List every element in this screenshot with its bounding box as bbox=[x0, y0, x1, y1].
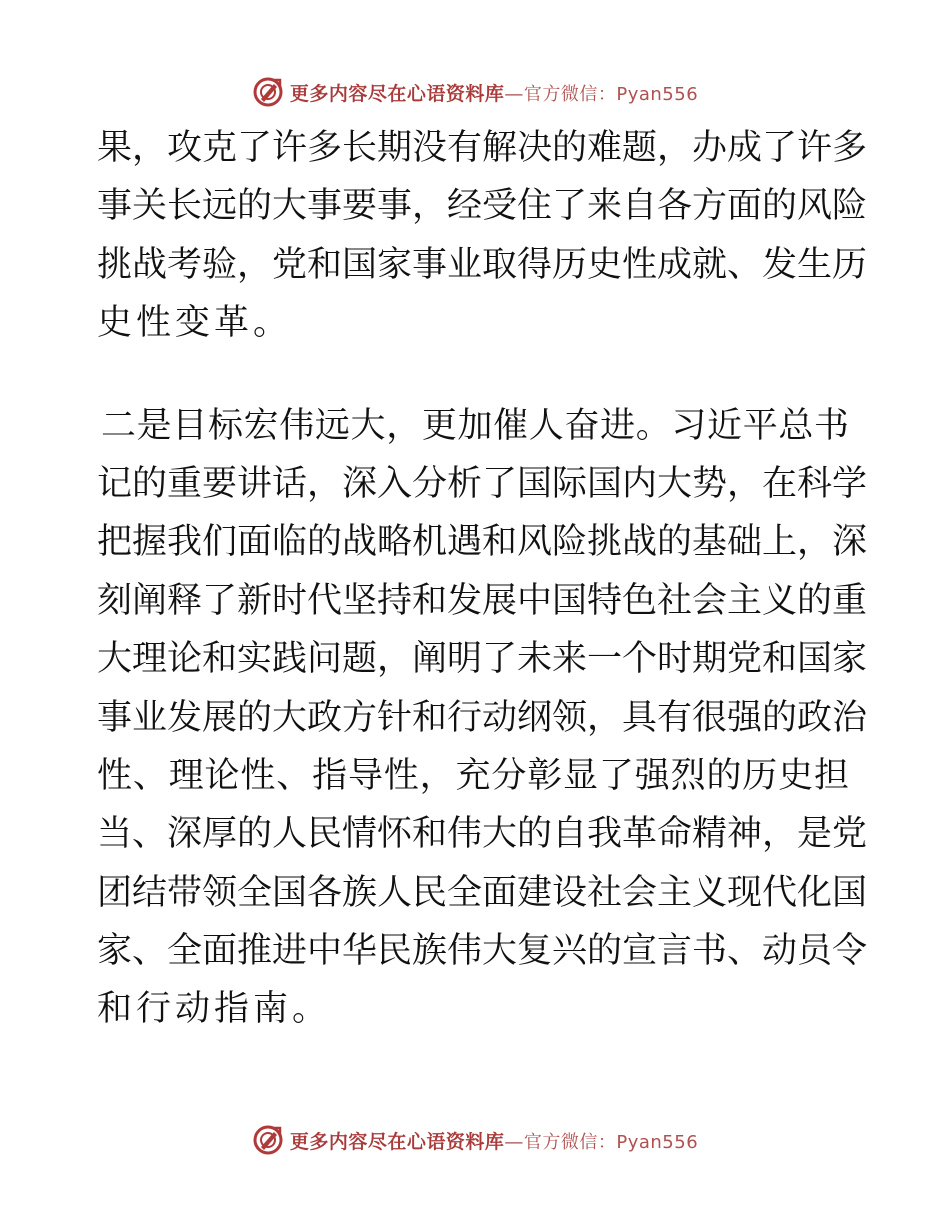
text-line: 大理论和实践问题，阐明了未来一个时期党和国家 bbox=[97, 639, 868, 680]
banner-wechat: 官方微信：Pyan556 bbox=[523, 1131, 699, 1153]
text-line: 性、理论性、指导性，充分彰显了强烈的历史担 bbox=[97, 755, 849, 796]
text-line: 团结带领全国各族人民全面建设社会主义现代化国 bbox=[97, 872, 868, 913]
paragraph-2 bbox=[97, 397, 868, 1039]
banner-text bbox=[290, 79, 698, 106]
header-banner bbox=[0, 72, 950, 112]
text-line: 果，攻克了许多长期没有解决的难题，办成了许多 bbox=[97, 128, 868, 168]
text-line: 二是目标宏伟远大，更加催人奋进。习近平总书 bbox=[101, 405, 849, 446]
banner-wechat: 官方微信：Pyan556 bbox=[523, 83, 699, 105]
banner-brand: 更多内容尽在心语资料库 bbox=[289, 82, 505, 105]
text-line: 挑战考验，党和国家事业取得历史性成就、发生历 bbox=[97, 244, 868, 285]
text-line: 史性变革。 bbox=[97, 303, 293, 344]
brand-logo-icon bbox=[252, 1124, 284, 1156]
text-line: 把握我们面临的战略机遇和风险挑战的基础上，深 bbox=[97, 522, 868, 563]
banner-text bbox=[290, 1127, 698, 1154]
banner-separator: — bbox=[504, 82, 524, 105]
text-line: 刻阐释了新时代坚持和发展中国特色社会主义的重 bbox=[97, 580, 868, 621]
text-line: 家、全面推进中华民族伟大复兴的宣言书、动员令 bbox=[97, 931, 868, 972]
text-line: 事业发展的大政方针和行动纲领，具有很强的政治 bbox=[97, 697, 868, 738]
brand-logo-icon bbox=[252, 76, 284, 108]
text-line: 记的重要讲话，深入分析了国际国内大势，在科学 bbox=[97, 463, 868, 504]
footer-banner bbox=[0, 1120, 950, 1160]
paragraph-1 bbox=[97, 119, 868, 353]
banner-separator: — bbox=[504, 1130, 524, 1153]
banner-brand: 更多内容尽在心语资料库 bbox=[289, 1130, 505, 1153]
text-line: 和行动指南。 bbox=[97, 989, 332, 1030]
document-body bbox=[97, 119, 868, 1039]
text-line: 事关长远的大事要事，经受住了来自各方面的风险 bbox=[97, 186, 868, 227]
text-line: 当、深厚的人民情怀和伟大的自我革命精神，是党 bbox=[97, 814, 868, 855]
